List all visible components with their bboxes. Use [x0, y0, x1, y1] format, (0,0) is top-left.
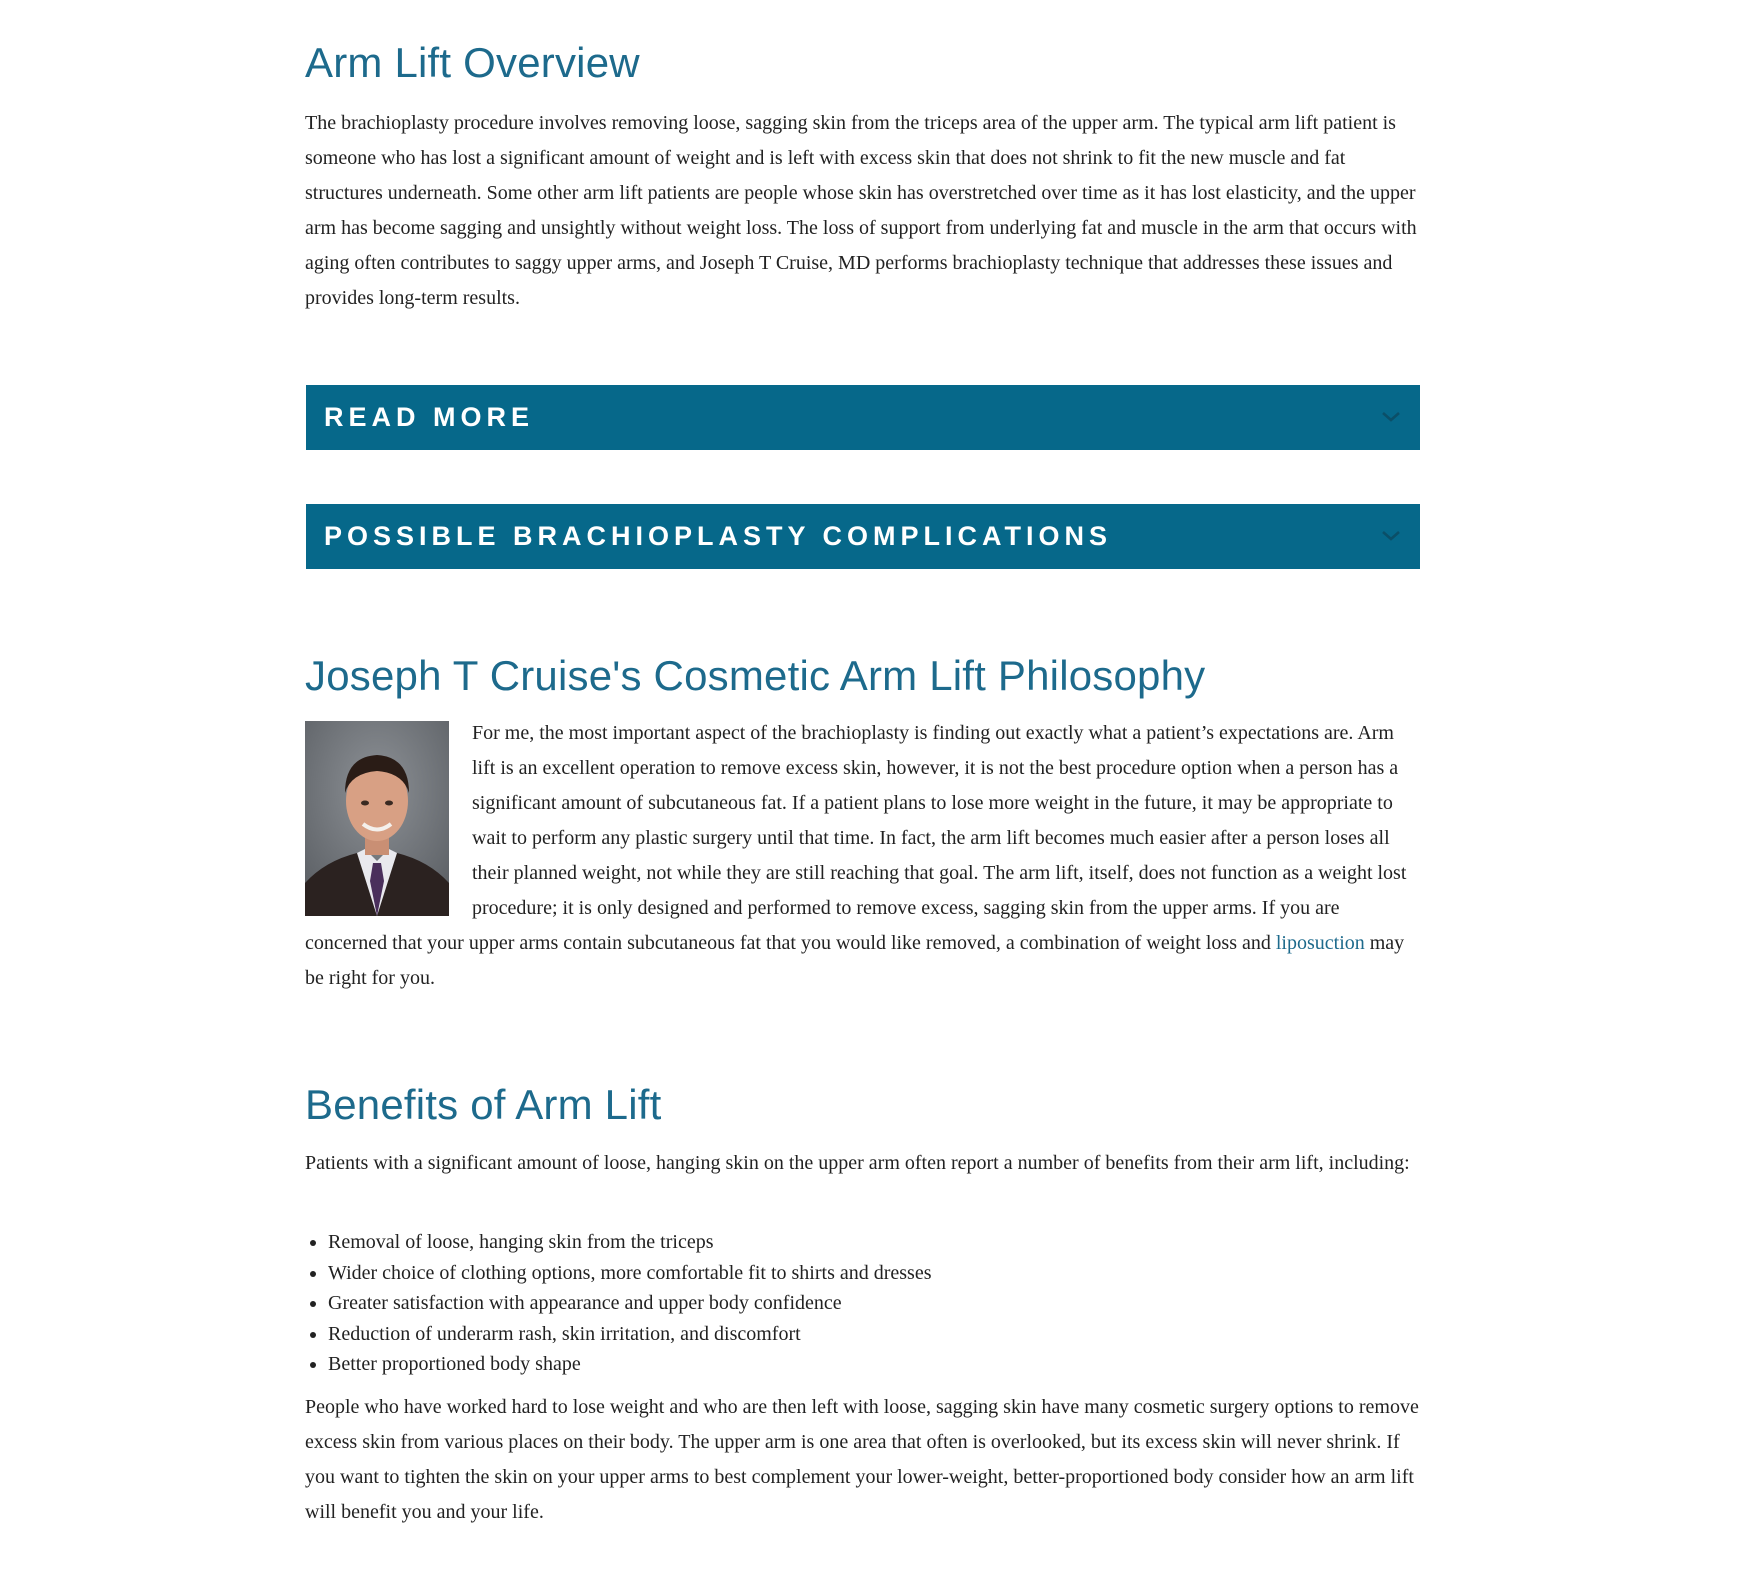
benefits-title: Benefits of Arm Lift	[305, 1081, 662, 1128]
list-item: • Reduction of underarm rash, skin irritation, and discomfort	[328, 1319, 932, 1350]
liposuction-link[interactable]: liposuction	[1275, 932, 1365, 954]
list-item: • Removal of loose, hanging skin from the triceps	[328, 1227, 932, 1258]
read-more-accordion[interactable]	[306, 385, 1420, 450]
list-item: • Wider choice of clothing options, more comfortable fit to shirts and dresses	[328, 1258, 932, 1289]
list-item: • Better proportioned body shape	[328, 1349, 932, 1380]
overview-paragraph: The brachioplasty procedure involves removing loose, sagging skin from the triceps area of the upper arm. The typical arm lift patient is someone who has lost a significant amount of weight and is left with excess skin that does not shrink to fit the new muscle and fat structures underneath. Some other arm lift patients are people whose skin has overstretched over time as it has lost elasticity, and the upper arm has become sagging and unsightly without weight loss. The loss of support from underlying fat and muscle in the arm that occurs with aging often contributes to saggy upper arms, and Joseph T Cruise, MD performs brachioplasty technique that addresses these issues and provides long-term results.	[305, 112, 1417, 309]
read-more-label: READ MORE	[324, 402, 535, 432]
philosophy-text-end: may be right for you.	[305, 932, 1405, 989]
benefits-list	[305, 1227, 932, 1380]
philosophy-section	[305, 716, 1420, 996]
chevron-down-icon	[1380, 405, 1402, 427]
doctor-portrait	[305, 721, 449, 916]
chevron-down-icon	[1380, 524, 1402, 546]
complications-accordion[interactable]	[306, 504, 1420, 569]
philosophy-text: For me, the most important aspect of the brachioplasty is finding out exactly what a patient’s expectations are. Arm lift is an excellent operation to remove excess skin, however, it is not the best procedure option when a person has a significant amount of subcutaneous fat. If a patient plans to lose more weight in the future, it may be appropriate to wait to perform any plastic surgery until that time. In fact, the arm lift becomes much easier after a person loses all their planned weight, not while they are still reaching that goal. The arm lift, itself, does not function as a weight lost procedure; it is only designed and performed to remove excess, sagging skin from the upper arms. If you are concerned that your upper arms contain subcutaneous fat that you would like removed, a combination of weight loss and	[305, 722, 1407, 954]
complications-label: POSSIBLE BRACHIOPLASTY COMPLICATIONS	[324, 521, 1113, 551]
list-item: • Greater satisfaction with appearance and upper body confidence	[328, 1288, 932, 1319]
benefits-intro: Patients with a significant amount of loose, hanging skin on the upper arm often report a number of benefits from their arm lift, including:	[305, 1152, 1410, 1174]
benefits-outro: People who have worked hard to lose weight and who are then left with loose, sagging skin have many cosmetic surgery options to remove excess skin from various places on their body. The upper arm is one area that often is overlooked, but its excess skin will never shrink. If you want to tighten the skin on your upper arms to best complement your lower-weight, better-proportioned body consider how an arm lift will benefit you and your life.	[305, 1396, 1419, 1523]
philosophy-paragraph	[305, 716, 1420, 996]
page-title: Arm Lift Overview	[305, 39, 640, 86]
philosophy-title: Joseph T Cruise's Cosmetic Arm Lift Philosophy	[305, 652, 1206, 699]
